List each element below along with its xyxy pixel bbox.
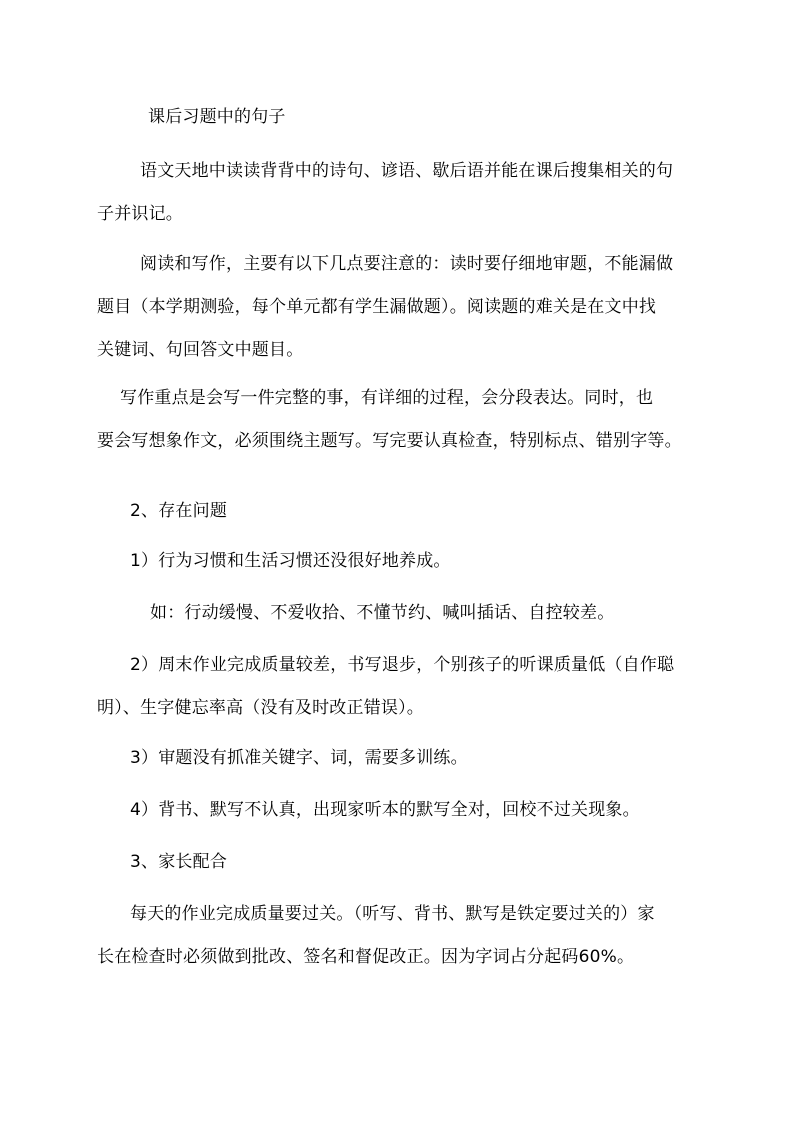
paragraph-line: 语文天地中读读背背中的诗句、谚语、歇后语并能在课后搜集相关的句 [140,161,674,181]
subheading: 课后习题中的句子 [148,107,286,127]
paragraph-line: 关键词、句回答文中题目。 [97,340,304,360]
issue-item: 2）周末作业完成质量较差，书写退步，个别孩子的听课质量低（自作聪 [130,655,675,675]
paragraph-line: 长在检查时必须做到批改、签名和督促改正。因为字词占分起码60%。 [97,947,635,967]
section-heading-problems: 2、存在问题 [130,501,228,521]
paragraph-line: 要会写想象作文，必须围绕主题写。写完要认真检查，特别标点、错别字等。 [97,431,682,451]
issue-item-continued: 明）、生字健忘率高（没有及时改正错误）。 [97,698,424,718]
paragraph-line: 子并识记。 [97,204,183,224]
issue-item: 1）行为习惯和生活习惯还没很好地养成。 [130,551,451,571]
paragraph-line: 每天的作业完成质量要过关。（听写、背书、默写是铁定要过关的）家 [130,904,655,924]
issue-item: 3）审题没有抓准关键字、词，需要多训练。 [130,748,468,768]
issue-example: 如：行动缓慢、不爱收拾、不懂节约、喊叫插话、自控较差。 [150,603,615,623]
paragraph-line: 题目（本学期测验，每个单元都有学生漏做题）。阅读题的难关是在文中找 [97,297,657,317]
section-heading-parents: 3、家长配合 [130,852,228,872]
paragraph-line: 阅读和写作，主要有以下几点要注意的：读时要仔细地审题，不能漏做 [140,254,674,274]
issue-item: 4）背书、默写不认真，出现家听本的默写全对，回校不过关现象。 [130,800,640,820]
paragraph-line: 写作重点是会写一件完整的事，有详细的过程，会分段表达。同时，也 [120,388,654,408]
